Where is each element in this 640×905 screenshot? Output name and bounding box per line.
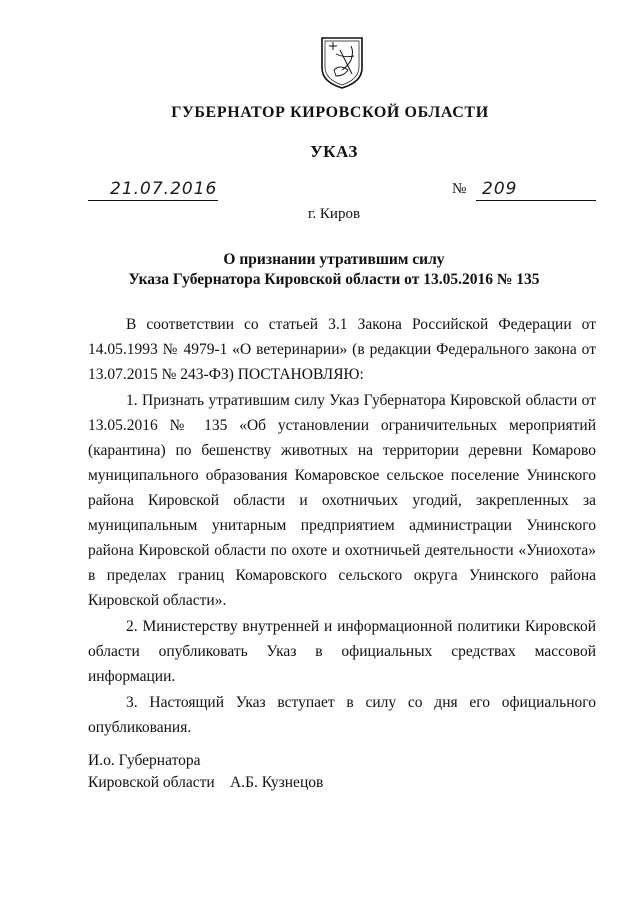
- number-sign: №: [452, 181, 467, 197]
- document-date: 21.07.2016: [110, 179, 218, 199]
- clause-2-paragraph: 2. Министерству внутренней и информационной политики Кировской области опубликовать Указ в официальных средствах массовой информации.: [88, 618, 596, 685]
- issuing-authority: ГУБЕРНАТОР КИРОВСКОЙ ОБЛАСТИ: [171, 104, 489, 121]
- preamble-paragraph: В соответствии со статьей 3.1 Закона Российской Федерации от 14.05.1993 № 4979-1 «О ветеринарии» (в редакции Федерального закона от 13.07.2015 № 243-ФЗ) ПОСТАНОВЛЯЮ:: [88, 316, 596, 383]
- number-field: [476, 178, 596, 201]
- document-body: [88, 312, 596, 740]
- document-number: 209: [482, 179, 518, 199]
- subject-line-1: О признании утратившим силу: [223, 251, 445, 268]
- subject-line-2: Указа Губернатора Кировской области от 13.05.2016 № 135: [128, 271, 540, 288]
- date-field: [88, 178, 218, 201]
- document-type: УКАЗ: [310, 142, 358, 161]
- clause-1-paragraph: 1. Признать утратившим силу Указ Губернатора Кировской области от 13.05.2016 № 135 «Об установлении ограничительных мероприятий (карантина) по бешенству животных на территории деревни Комарово муниципального образования Комаровское сельское поселение Унинского района Кировской области и охотничьих угодий, закрепленных за муниципальным унитарным предприятием администрации Унинского района Кировской области по охоте и охотничьей деятельности «Униохота» в пределах границ Комаровского сельского округа Унинского района Кировской области».: [88, 392, 596, 609]
- signature-block: [88, 750, 324, 794]
- clause-3-paragraph: 3. Настоящий Указ вступает в силу со дня его официального опубликования.: [88, 694, 596, 736]
- signatory-name: А.Б. Кузнецов: [230, 774, 324, 791]
- issue-city: г. Киров: [307, 206, 361, 222]
- signatory-position-line-2: Кировской области: [88, 774, 215, 791]
- document-subject: [14, 250, 640, 290]
- kirov-oblast-coat-of-arms-icon: [318, 34, 366, 90]
- signatory-position-line-1: И.о. Губернатора: [88, 752, 201, 769]
